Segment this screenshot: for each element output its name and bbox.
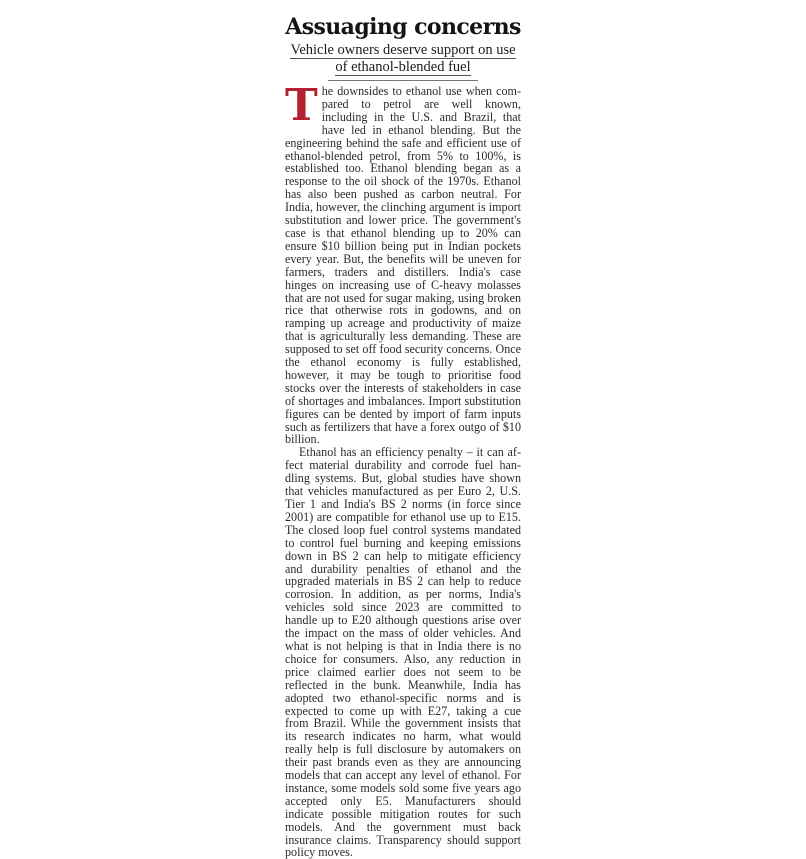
divider — [328, 80, 478, 81]
paragraph-1 — [285, 80, 521, 447]
paragraph-1-text: he downsides to ethanol use when compared to petrol are well known, including in the U.S. and Brazil, that have led in ethanol blending. But the engineering behind the safe and efficient use of ethanol-blended petrol, from 5% to 100%, is established too. Ethanol blending began as a response to the oil shock of the 1970s. Ethanol has also been pushed as carbon neutral. For India, however, the clinching argument is import substitution and lower price. The government's case is that ethanol blending up to 20% can ensure $10 billion being put in Indian pockets every year. But, the benefits will be uneven for farmers, traders and distillers. India's case hinges on increasing use of C-heavy molasses that are not used for sugar making, using broken rice that otherwise rots in godowns, and on ramping up acreage and productivity of maize that is agriculturally less demanding. These are supposed to set off food security concerns. Once the ethanol economy is fully established, however, it may be tough to prioritise food stocks over the interests of stakeholders in case of shortages and imbalances. Import substitution figures can be dented by import of farm inputs such as fertilizers that have a forex outgo of $10 billion. — [285, 84, 521, 447]
subheadline-line-1: Vehicle owners deserve support on use — [290, 42, 516, 58]
editorial-article — [285, 14, 521, 859]
subheadline — [285, 42, 521, 76]
subheadline-line-2: of ethanol-blended fuel — [335, 59, 471, 75]
drop-cap: T — [285, 80, 318, 131]
article-body — [285, 80, 521, 859]
paragraph-2: Ethanol has an efficiency penalty – it can affect material durability and corrode fuel handling systems. But, global studies have shown that vehicles manufactured as per Euro 2, U.S. Tier 1 and India's BS 2 norms (in force since 2001) are compatible for ethanol use up to E15. The closed loop fuel control systems mandated to control fuel burning and keeping emissions down in BS 2 can help to mitigate efficiency and durability penalties of ethanol and the upgraded materials in BS 2 can help to reduce corrosion. In addition, as per norms, India's vehicles sold since 2023 are committed to handle up to E20 although questions arise over the impact on the mass of older vehicles. And what is not helping is that in India there is no choice for consumers. Also, any reduction in price claimed earlier does not seem to be reflected in the bunk. Meanwhile, India has adopted two ethanol-specific norms and is expected to come up with E27, taking a cue from Brazil. While the government insists that its research indicates no harm, what would really help is full disclosure by automakers on their past brands even as they are announcing models that can accept any level of ethanol. For instance, some models sold some five years ago accepted only E5. Manufacturers should indicate possible mitigation routes for such models. And the government must back insurance claims. Transparency should support policy moves. — [285, 445, 521, 859]
headline: Assuaging concerns — [285, 14, 521, 40]
